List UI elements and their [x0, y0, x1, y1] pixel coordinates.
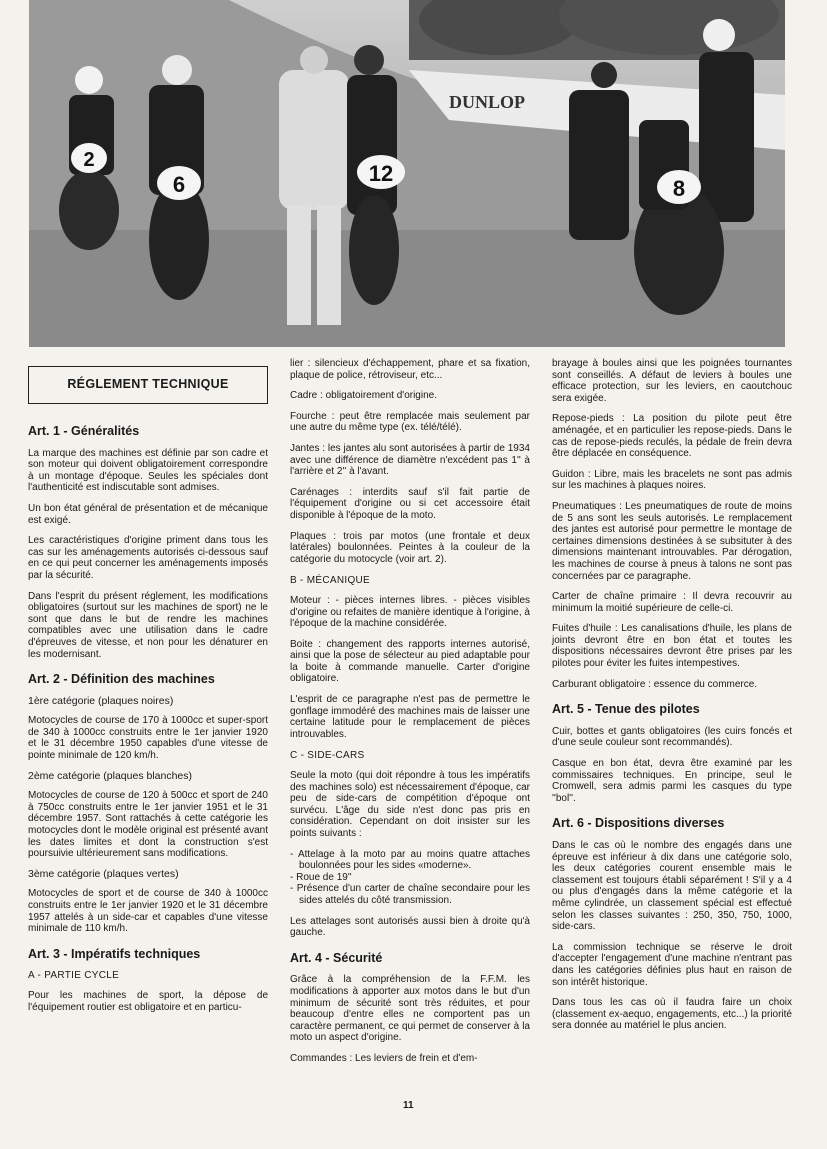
art1-heading: Art. 1 - Généralités	[28, 424, 140, 438]
page-number: 11	[403, 1100, 414, 1111]
securite-paragraph: Grâce à la compréhension de la F.F.M. les modifications à apporter aux motos dans le but d'un minimum de sécurité sont très réduites, et pour beaucoup d'entre elles ne comportent pas un caractère permanent, ce qui permet de conserver à la moto un aspect d'origine.	[290, 974, 530, 1044]
art1-paragraph-1: La marque des machines est définie par son cadre et son moteur qui doivent obligatoirement correspondre à un montage d'époque. Seules les spéciales dont l'authenticité est indiscutable sont admises.	[28, 447, 268, 494]
repose-pieds-paragraph: Repose-pieds : La position du pilote peut être aménagée, et en particulier les repose-pieds. Dans le cas de repose-pieds reculés, la pédale de frein devra être déplacée en conséquence.	[552, 413, 792, 460]
moteur-paragraph: Moteur : - pièces internes libres. - pièces visibles d'origine ou refaites de manière identique à l'origine, à l'époque de la machine considérée.	[290, 594, 530, 630]
motorcycle-race-photo	[29, 0, 785, 347]
art1-paragraph-3: Les caractéristiques d'origine priment dans tous les cas sur les aménagements autorisés ci-dessous sauf en ce qui peut concerner les aménagements imposés par la sécurité.	[28, 535, 268, 581]
fuites-paragraph: Fuites d'huile : Les canalisations d'huile, les plans de joints devront être en bon état et toutes les dispositions nécessaires devront être prises par les pilotes pour éviter les fuites intempestives.	[552, 623, 792, 670]
art1-paragraph-4: Dans l'esprit du présent réglement, les modifications obligatoires (surtout sur les machines de sport) ne le sont que dans le but de rendre les machines compatibles avec une utilisation dans le cadre d'épreuves de vitesse, et non pour les dénaturer en les modernisant.	[28, 590, 268, 660]
list-item: - Roue de 19''	[290, 871, 352, 883]
casque-paragraph: Casque en bon état, devra être examiné par les commissaires techniques. En principe, seul le Cromwell, sera admis parmi les casques du type ''bol''.	[552, 758, 792, 804]
partA-text: Pour les machines de sport, la dépose de l'équipement routier est obligatoire et en particu-	[28, 989, 268, 1013]
art5-heading: Art. 5 - Tenue des pilotes	[552, 702, 700, 717]
jantes-paragraph: Jantes : les jantes alu sont autorisées à partir de 1934 avec une différence de diamètre n'excédent pas 1'' à l'arrière et 2'' à l'avant.	[290, 442, 530, 478]
dispositions-paragraph-1: Dans le cas où le nombre des engagés dans une épreuve est inférieur à dix dans une catégorie solo, les deux catégories courent ensemble mais le classement est toujours établi séparément ! S'il y a 4 ou plus d'engagés dans la même catégorie et la même cylindrée, un classement spécial est effectué selon les classes suivantes : 250, 350, 750, 1000, side-cars.	[552, 840, 792, 933]
cat3-text: Motocycles de sport et de course de 340 à 1000cc construits entre le 1er janvier 1920 et le 31 décembre 1957 attelés à un side-car et capables d'une vitesse minimale de 110 km/h.	[28, 888, 268, 935]
column-1	[28, 358, 268, 1022]
commandes-paragraph: Commandes : Les leviers de frein et d'em-	[290, 1052, 478, 1064]
pneumatiques-paragraph: Pneumatiques : Les pneumatiques de route de moins de 5 ans sont les seuls autorisés. Le remplacement des jantes est autorisé pour permettre le montage de certaines dimensions destinées à se subsituter à des dimensions maintenant introuvables. Par dérogation, les machines de course à pneus à talons ne sont pas concernées par ce paragraphe.	[552, 500, 792, 582]
plaques-paragraph: Plaques : trois par motos (une frontale et deux latérales) boulonnées. Peintes à la couleur de la catégorie du motocycle (voir art. 2).	[290, 530, 530, 565]
cont-paragraph: brayage à boules ainsi que les poignées tournantes sont conseillés. A défaut de leviers à boules une efficace protection, sur les leviers, en caoutchouc sera exigée.	[552, 358, 792, 404]
cat1-text: Motocycles de course de 170 à 1000cc et super-sport de 340 à 1000cc construits entre le 1er janvier 1920 et le 31 décembre 1950 capables d'une vitesse de pointe minimale de 120 km/h.	[28, 715, 268, 762]
boite-paragraph: Boite : changement des rapports internes autorisé, ainsi que la pose de sélecteur au pied adaptable pour la boite à commande manuelle. Carter d'origine obligatoire.	[290, 638, 530, 685]
sidecar-requirements-list	[290, 849, 530, 907]
carenages-paragraph: Carénages : interdits sauf s'il fait partie de l'équipement d'origine ou si cet accessoire était disponible à l'époque de la moto.	[290, 486, 530, 521]
cont-paragraph: lier : silencieux d'échappement, phare et sa fixation, plaque de police, rétroviseur, etc...	[290, 358, 530, 381]
banner-text: DUNLOP	[449, 92, 525, 112]
cat1-heading: 1ère catégorie (plaques noires)	[28, 694, 174, 707]
partA-heading: A - PARTIE CYCLE	[28, 970, 120, 982]
guidon-paragraph: Guidon : Libre, mais les bracelets ne sont pas admis sur les machines à plaques noires.	[552, 468, 792, 492]
plate-number-2: 2	[83, 149, 95, 171]
partB-heading: B - MÉCANIQUE	[290, 575, 371, 587]
plate-number-12: 12	[368, 161, 394, 186]
art4-heading: Art. 4 - Sécurité	[290, 950, 383, 965]
document-title: RÉGLEMENT TECHNIQUE	[28, 366, 268, 404]
art3-heading: Art. 3 - Impératifs techniques	[28, 946, 201, 961]
plate-number-8: 8	[672, 176, 686, 201]
column-3	[552, 358, 792, 1041]
cuir-paragraph: Cuir, bottes et gants obligatoires (les cuirs foncés et d'une seule couleur sont recommandés).	[552, 725, 792, 749]
cat2-heading: 2ème catégorie (plaques blanches)	[28, 769, 193, 782]
plate-number-6: 6	[172, 172, 186, 197]
photo-illustration	[29, 0, 785, 347]
dispositions-paragraph-2: La commission technique se réserve le droit d'accepter l'engagement d'une machine n'entrant pas dans les catégories définies plus haut en raison de son intérêt historique.	[552, 941, 792, 988]
art6-heading: Art. 6 - Dispositions diverses	[552, 816, 725, 831]
list-item: - Présence d'un carter de chaîne secondaire pour les sides attelés du côté transmission.	[290, 883, 530, 906]
dispositions-paragraph-3: Dans tous les cas où il faudra faire un choix (classement ex-aequo, engagements, etc...) la priorité sera donnée au matériel le plus ancien.	[552, 997, 792, 1032]
cat2-text: Motocycles de course de 120 à 500cc et sport de 240 à 750cc construits entre le 1er janvier 1951 et le 31 décembre 1957. Sont rattachés à cette catégorie les motocycles dont le modèle original est présenté avant les dates limites et dont la construction s'est poursuivie ultérieurement sans modifications.	[28, 790, 268, 860]
cat3-heading: 3ème catégorie (plaques vertes)	[28, 867, 179, 880]
list-item: - Attelage à la moto par au moins quatre attaches boulonnées pour les sides «moderne».	[290, 848, 530, 872]
carter-paragraph: Carter de chaîne primaire : Il devra recouvrir au minimum la moitié supérieure de celle-ci.	[552, 591, 792, 614]
art2-heading: Art. 2 - Définition des machines	[28, 672, 215, 687]
carburant-paragraph: Carburant obligatoire : essence du commerce.	[552, 678, 758, 690]
sidecars-paragraph: Seule la moto (qui doit répondre à tous les impératifs des machines solo) est nécessairement d'époque, car peu de side-cars de compétition d'époque ont survécu. L'âge du side n'est donc pas pris en considération. Cependant on doit insister sur les points suivants :	[290, 770, 530, 839]
column-2	[290, 358, 530, 1074]
fourche-paragraph: Fourche : peut être remplacée mais seulement par une autre du même type (ex. télé/télé).	[290, 410, 530, 434]
cadre-paragraph: Cadre : obligatoirement d'origine.	[290, 390, 437, 402]
attelages-paragraph: Les attelages sont autorisés aussi bien à droite qu'à gauche.	[290, 915, 530, 939]
partC-heading: C - SIDE-CARS	[290, 750, 365, 762]
esprit-paragraph: L'esprit de ce paragraphe n'est pas de permettre le gonflage immodéré des machines mais de laisser une certaine latitude pour le remplacement de pièces introuvables.	[290, 694, 530, 740]
art1-paragraph-2: Un bon état général de présentation et de mécanique est exigé.	[28, 502, 268, 526]
